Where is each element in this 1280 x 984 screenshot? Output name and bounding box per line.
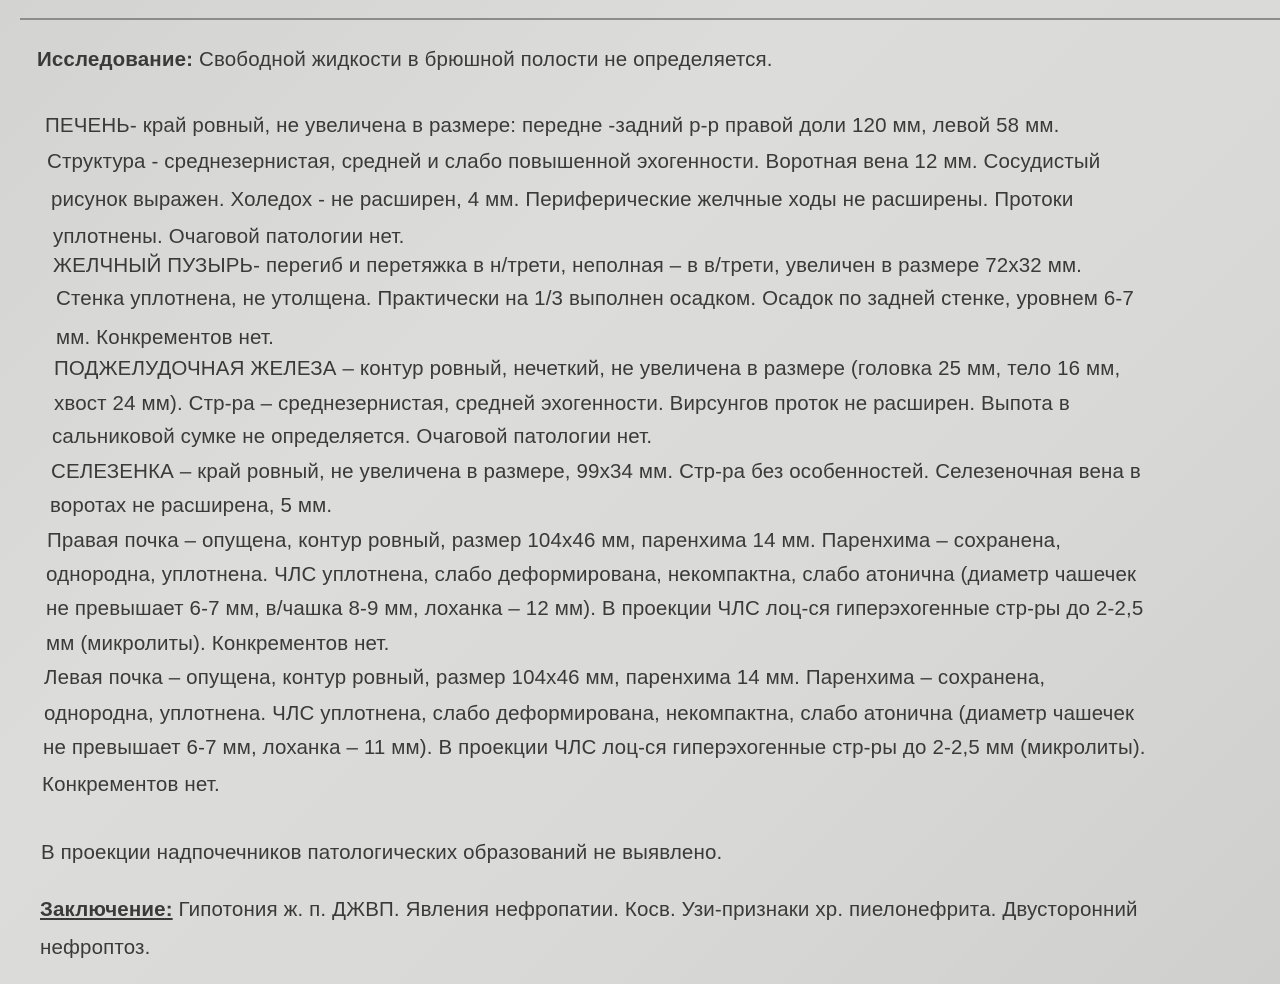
spleen-line-1: СЕЛЕЗЕНКА – край ровный, не увеличена в размере, 99х34 мм. Стр-ра без особенностей. Селезеночная вена в bbox=[51, 460, 1141, 483]
conclusion-line-1 bbox=[40, 898, 1138, 922]
pancreas-line-1: ПОДЖЕЛУДОЧНАЯ ЖЕЛЕЗА – контур ровный, нечеткий, не увеличена в размере (головка 25 мм, тело 16 мм, bbox=[54, 357, 1121, 380]
liver-line-4: уплотнены. Очаговой патологии нет. bbox=[53, 225, 405, 248]
right-kidney-line-2: однородна, уплотнена. ЧЛС уплотнена, слабо деформирована, некомпактна, слабо атонична (диаметр чашечек bbox=[46, 563, 1137, 586]
spleen-line-2: воротах не расширена, 5 мм. bbox=[50, 494, 333, 517]
pancreas-line-3: сальниковой сумке не определяется. Очаговой патологии нет. bbox=[52, 425, 653, 448]
right-kidney-line-3: не превышает 6-7 мм, в/чашка 8-9 мм, лоханка – 12 мм). В проекции ЧЛС лоц-ся гиперэхогенные стр-ры до 2-2,5 bbox=[46, 597, 1144, 620]
adrenals-line: В проекции надпочечников патологических образований не выявлено. bbox=[41, 841, 723, 864]
gallbladder-line-1: ЖЕЛЧНЫЙ ПУЗЫРЬ- перегиб и перетяжка в н/трети, неполная – в в/трети, увеличен в размере 72х32 мм. bbox=[53, 254, 1083, 277]
left-kidney-line-2: однородна, уплотнена. ЧЛС уплотнена, слабо деформирована, некомпактна, слабо атонична (диаметр чашечек bbox=[44, 702, 1135, 725]
conclusion-line-2: нефроптоз. bbox=[40, 936, 151, 959]
top-divider-line bbox=[20, 18, 1280, 20]
pancreas-line-2: хвост 24 мм). Стр-ра – среднезернистая, средней эхогенности. Вирсунгов проток не расширен. Выпота в bbox=[54, 392, 1070, 415]
liver-line-2: Структура - среднезернистая, средней и слабо повышенной эхогенности. Воротная вена 12 мм. Сосудистый bbox=[47, 150, 1101, 173]
left-kidney-line-1: Левая почка – опущена, контур ровный, размер 104х46 мм, паренхима 14 мм. Паренхима – сохранена, bbox=[44, 666, 1046, 689]
right-kidney-line-4: мм (микролиты). Конкрементов нет. bbox=[46, 632, 390, 655]
conclusion-label: Заключение: bbox=[40, 898, 173, 921]
conclusion-text-1: Гипотония ж. п. ДЖВП. Явления нефропатии. Косв. Узи-признаки хр. пиелонефрита. Двусторонний bbox=[178, 898, 1138, 921]
study-line bbox=[37, 48, 773, 72]
right-kidney-line-1: Правая почка – опущена, контур ровный, размер 104х46 мм, паренхима 14 мм. Паренхима – сохранена, bbox=[47, 529, 1062, 552]
gallbladder-line-3: мм. Конкрементов нет. bbox=[56, 326, 274, 349]
left-kidney-line-4: Конкрементов нет. bbox=[42, 773, 220, 796]
study-text: Свободной жидкости в брюшной полости не определяется. bbox=[198, 48, 773, 71]
left-kidney-line-3: не превышает 6-7 мм, лоханка – 11 мм). В проекции ЧЛС лоц-ся гиперэхогенные стр-ры до 2-2,5 мм (микролиты). bbox=[43, 736, 1146, 759]
gallbladder-line-2: Стенка уплотнена, не утолщена. Практически на 1/3 выполнен осадком. Осадок по задней стенке, уровнем 6-7 bbox=[56, 287, 1134, 310]
liver-line-1: ПЕЧЕНЬ- край ровный, не увеличена в размере: передне -задний р-р правой доли 120 мм, левой 58 мм. bbox=[45, 114, 1060, 137]
liver-line-3: рисунок выражен. Холедох - не расширен, 4 мм. Периферические желчные ходы не расширены. Протоки bbox=[51, 188, 1074, 211]
study-label: Исследование: bbox=[37, 48, 194, 71]
